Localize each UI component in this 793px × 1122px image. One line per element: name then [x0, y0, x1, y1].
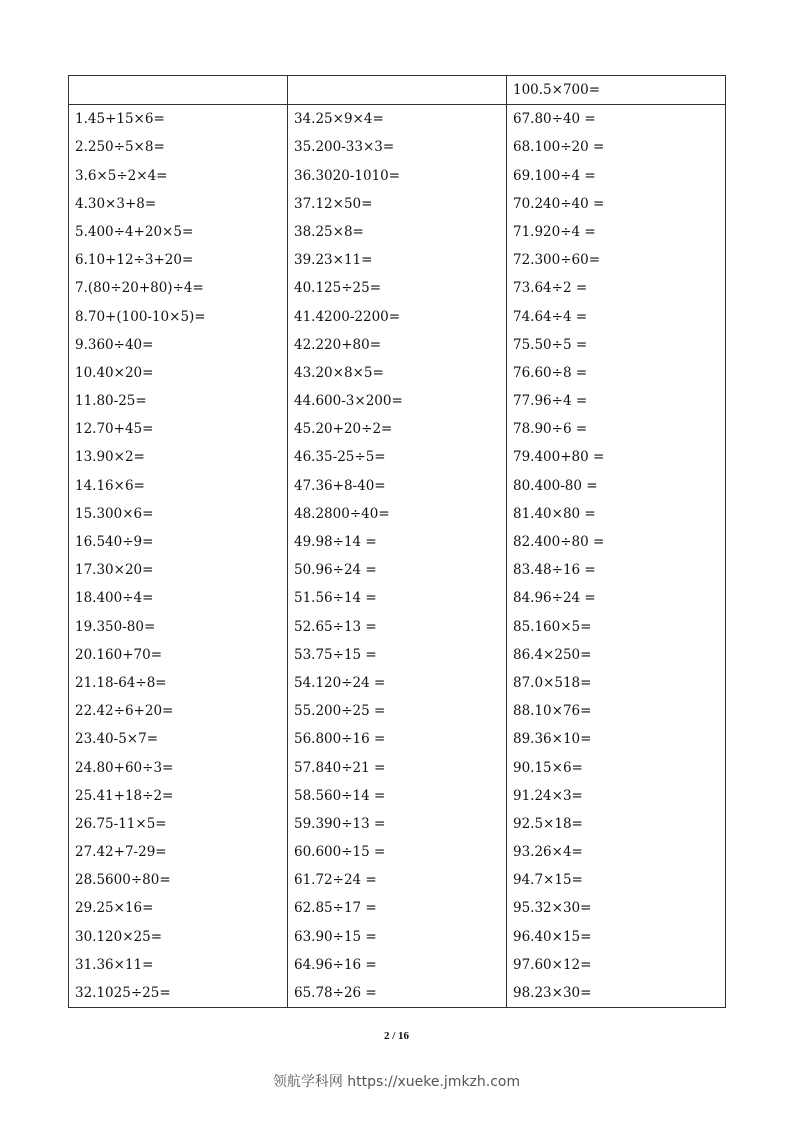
problem-item: 61.72÷24 = [294, 872, 377, 889]
problem-item: 34.25×9×4= [294, 111, 384, 128]
problem-item: 31.36×11= [75, 956, 154, 973]
problem-item: 13.90×2= [75, 449, 145, 466]
problem-item: 35.200-33×3= [294, 139, 395, 156]
problem-item: 44.600-3×200= [294, 393, 403, 410]
footer-watermark: 领航学科网 https://xueke.jmkzh.com [272, 1074, 521, 1090]
problem-item: 6.10+12÷3+20= [75, 252, 194, 269]
problem-item: 39.23×11= [294, 252, 373, 269]
problem-item: 79.400+80 = [513, 449, 605, 466]
worksheet [68, 75, 725, 1008]
header-cell-2 [288, 76, 507, 105]
problem-item: 64.96÷16 = [294, 956, 377, 973]
problem-item: 32.1025÷25= [75, 985, 171, 1001]
header-cell-1-text [75, 76, 287, 104]
problem-item: 30.120×25= [75, 928, 163, 945]
problem-item: 55.200÷25 = [294, 703, 386, 720]
problem-item: 38.25×8= [294, 223, 364, 240]
problem-item: 68.100÷20 = [513, 139, 605, 156]
problem-item: 81.40×80 = [513, 505, 596, 522]
problem-item: 98.23×30= [513, 985, 592, 1001]
problem-item: 9.360÷40= [75, 336, 154, 353]
problem-item: 42.220+80= [294, 336, 382, 353]
problem-item: 51.56÷14 = [294, 590, 377, 607]
problem-item: 97.60×12= [513, 956, 592, 973]
problem-item: 23.40-5×7= [75, 731, 159, 748]
problem-item: 50.96÷24 = [294, 562, 377, 579]
problem-item: 22.42÷6+20= [75, 703, 174, 720]
problem-item: 86.4×250= [513, 646, 592, 663]
problem-item: 58.560÷14 = [294, 787, 386, 804]
problem-item: 26.75-11×5= [75, 815, 167, 832]
problem-item: 89.36×10= [513, 731, 592, 748]
problem-item: 80.400-80 = [513, 477, 598, 494]
problem-item: 73.64÷2 = [513, 280, 588, 297]
problem-item: 37.12×50= [294, 195, 373, 212]
problem-item: 27.42+7-29= [75, 844, 167, 861]
problem-item: 3.6×5÷2×4= [75, 167, 168, 184]
problem-item: 46.35-25÷5= [294, 449, 386, 466]
problem-item: 83.48÷16 = [513, 562, 596, 579]
problem-item: 65.78÷26 = [294, 985, 377, 1001]
problem-item: 56.800÷16 = [294, 731, 386, 748]
problem-item: 2.250÷5×8= [75, 139, 165, 156]
problem-item: 84.96÷24 = [513, 590, 596, 607]
problem-item: 87.0×518= [513, 674, 592, 691]
problem-item: 88.10×76= [513, 703, 592, 720]
problem-item: 15.300×6= [75, 505, 154, 522]
problem-item: 75.50÷5 = [513, 336, 588, 353]
problem-item: 94.7×15= [513, 872, 583, 889]
problem-item: 78.90÷6 = [513, 421, 588, 438]
problem-item: 96.40×15= [513, 928, 592, 945]
problem-item: 82.400÷80 = [513, 534, 605, 550]
problem-item: 63.90÷15 = [294, 928, 377, 945]
problem-item: 95.32×30= [513, 900, 592, 917]
problem-item: 47.36+8-40= [294, 477, 386, 494]
problem-column-2 [288, 105, 507, 1008]
problem-item: 48.2800÷40= [294, 505, 390, 522]
problem-item: 40.125÷25= [294, 280, 382, 297]
problem-item: 36.3020-1010= [294, 167, 401, 184]
problem-item: 19.350-80= [75, 618, 156, 635]
problem-item: 91.24×3= [513, 787, 583, 804]
problem-item: 49.98÷14 = [294, 534, 377, 550]
problem-item: 71.920÷4 = [513, 223, 596, 240]
problem-column-1 [69, 105, 288, 1008]
table-header-row [69, 76, 726, 105]
header-cell-1 [69, 76, 288, 105]
problem-item: 69.100÷4 = [513, 167, 596, 184]
problem-item: 1.45+15×6= [75, 111, 165, 128]
problem-item: 16.540÷9= [75, 534, 154, 550]
problem-item: 17.30×20= [75, 562, 154, 579]
problem-item: 92.5×18= [513, 815, 583, 832]
problem-item: 7.(80÷20+80)÷4= [75, 280, 204, 297]
problem-column-3 [507, 105, 726, 1008]
table-body-row [69, 105, 726, 1008]
problem-item: 8.70+(100-10×5)= [75, 308, 206, 325]
problem-item: 67.80÷40 = [513, 111, 596, 128]
problem-item: 11.80-25= [75, 393, 147, 410]
problem-item: 74.64÷4 = [513, 308, 588, 325]
problem-item: 20.160+70= [75, 646, 163, 663]
problem-item: 62.85÷17 = [294, 900, 377, 917]
problem-item: 5.400÷4+20×5= [75, 223, 194, 240]
header-cell-3-text: 100.5×700= [513, 82, 601, 98]
problem-item: 14.16×6= [75, 477, 145, 494]
problem-item: 18.400÷4= [75, 590, 154, 607]
header-cell-2-text [294, 76, 506, 104]
problem-item: 52.65÷13 = [294, 618, 377, 635]
problem-item: 72.300÷60= [513, 252, 601, 269]
problem-item: 59.390÷13 = [294, 815, 386, 832]
page-number: 2 / 16 [383, 1030, 410, 1042]
problem-item: 28.5600÷80= [75, 872, 171, 889]
problem-item: 54.120÷24 = [294, 674, 386, 691]
problem-item: 77.96÷4 = [513, 393, 588, 410]
problem-item: 25.41+18÷2= [75, 787, 174, 804]
problem-item: 76.60÷8 = [513, 364, 588, 381]
header-cell-3 [507, 76, 726, 105]
problem-item: 29.25×16= [75, 900, 154, 917]
problem-item: 4.30×3+8= [75, 195, 157, 212]
problem-item: 41.4200-2200= [294, 308, 401, 325]
problem-item: 10.40×20= [75, 364, 154, 381]
problem-item: 93.26×4= [513, 844, 583, 861]
problem-item: 53.75÷15 = [294, 646, 377, 663]
problem-item: 43.20×8×5= [294, 364, 384, 381]
problem-table [68, 75, 726, 1008]
problem-item: 12.70+45= [75, 421, 154, 438]
problem-item: 60.600÷15 = [294, 844, 386, 861]
problem-item: 45.20+20÷2= [294, 421, 393, 438]
problem-item: 90.15×6= [513, 759, 583, 776]
problem-item: 24.80+60÷3= [75, 759, 174, 776]
problem-item: 70.240÷40 = [513, 195, 605, 212]
problem-item: 21.18-64÷8= [75, 674, 167, 691]
problem-item: 85.160×5= [513, 618, 592, 635]
problem-item: 57.840÷21 = [294, 759, 386, 776]
